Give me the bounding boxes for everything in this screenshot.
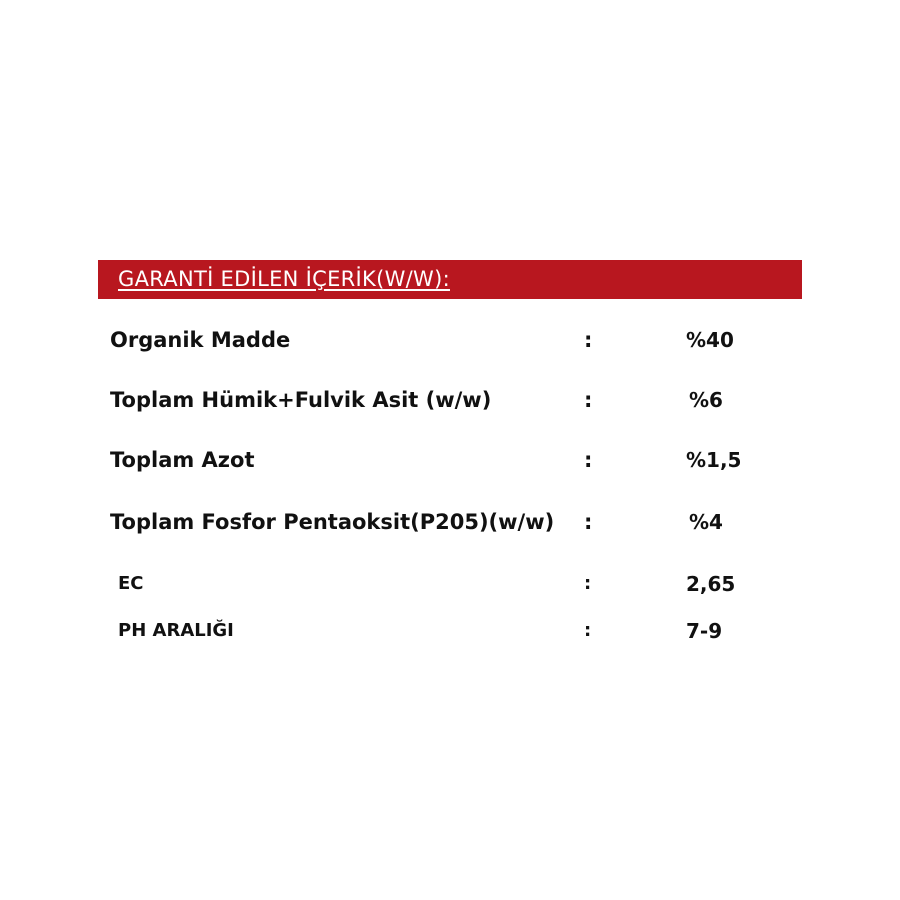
row-label: EC [118, 573, 144, 594]
header-bar [98, 260, 802, 299]
row-label: Toplam Fosfor Pentaoksit(P205)(w/w) [110, 510, 555, 534]
header-title: GARANTİ EDİLEN İÇERİK(W/W): [118, 267, 450, 291]
row-value: %1,5 [686, 448, 742, 472]
row-label: Toplam Azot [110, 448, 255, 472]
row-label: Toplam Hümik+Fulvik Asit (w/w) [110, 388, 492, 412]
row-separator: : [584, 388, 593, 412]
row-separator: : [584, 448, 593, 472]
row-label: Organik Madde [110, 328, 291, 352]
row-separator: : [584, 620, 592, 641]
row-label: PH ARALIĞI [118, 620, 234, 641]
row-value: 7-9 [686, 619, 723, 643]
row-value: 2,65 [686, 572, 736, 596]
row-value: %6 [689, 388, 723, 412]
row-separator: : [584, 328, 593, 352]
row-separator: : [584, 510, 593, 534]
content-row-ph-range [0, 618, 900, 648]
row-value: %4 [689, 510, 723, 534]
content-row-organic-matter [0, 325, 900, 355]
row-value: %40 [686, 328, 734, 352]
content-row-nitrogen [0, 445, 900, 475]
content-row-phosphorus [0, 507, 900, 537]
content-row-humic-fulvic [0, 385, 900, 415]
content-row-ec [0, 571, 900, 601]
row-separator: : [584, 573, 592, 594]
